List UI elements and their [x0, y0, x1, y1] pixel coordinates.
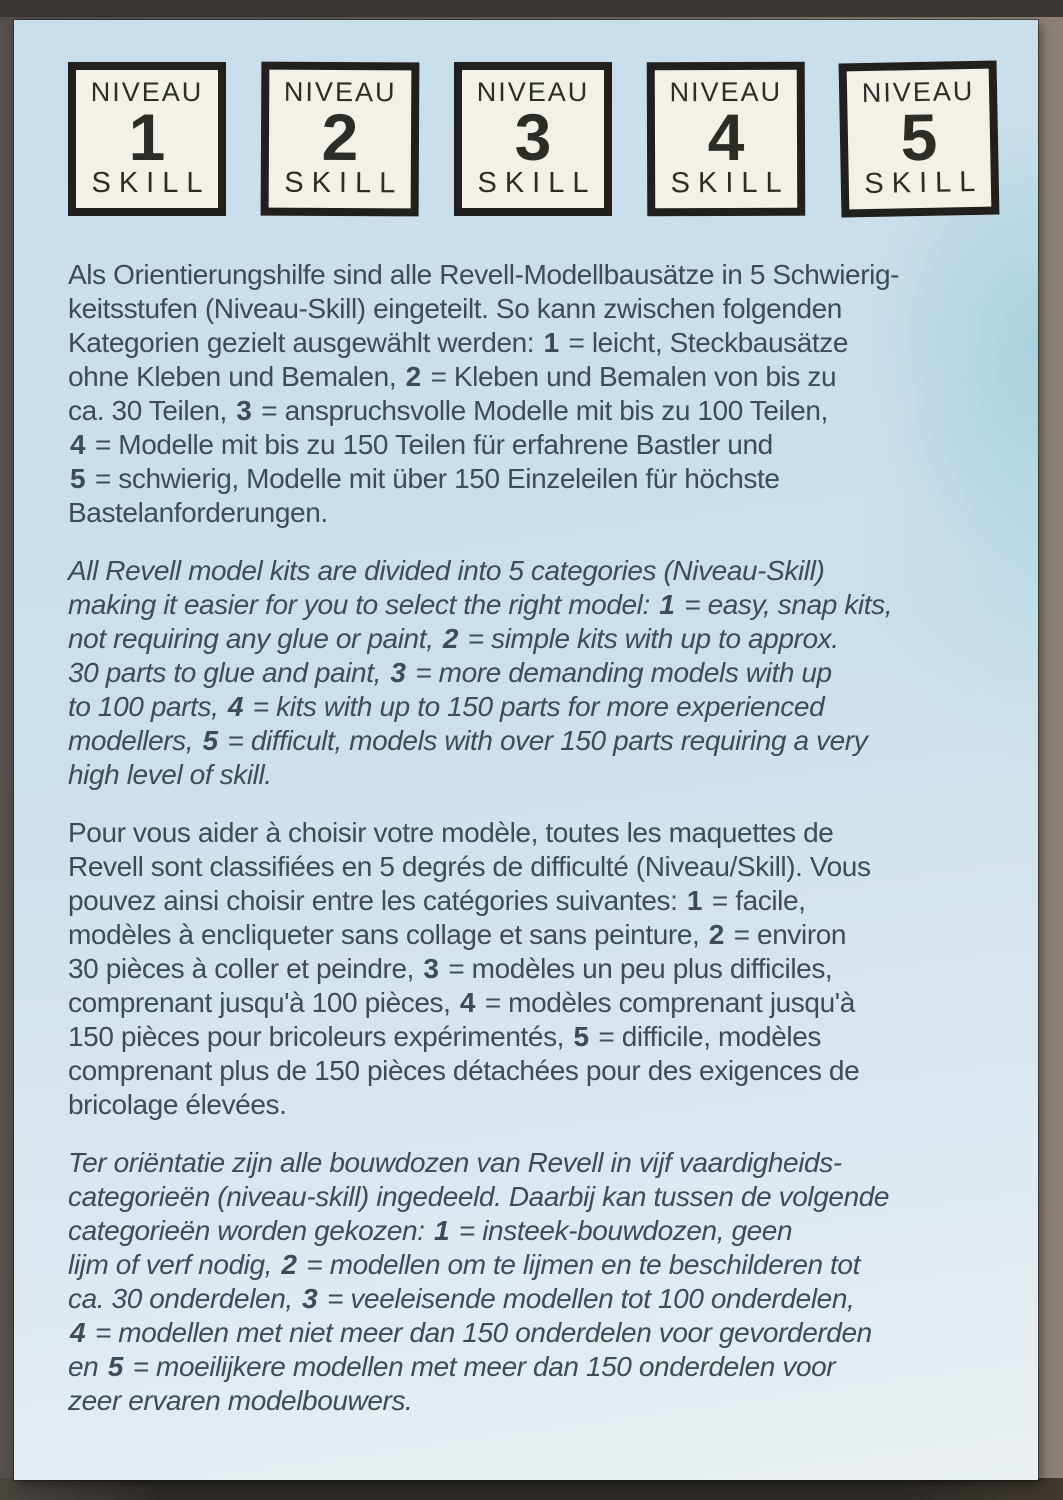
paragraph-de — [68, 258, 1038, 530]
paragraph-nl — [68, 1146, 1038, 1418]
badge-skill-label: SKILL — [284, 166, 404, 200]
text-line: 30 pièces à coller et peindre, 3 = modèles un peu plus difficiles, — [68, 953, 833, 984]
badge-niveau-label: NIVEAU — [476, 77, 590, 107]
text-line: modellers, 5 = difficult, models with over 150 parts requiring a very — [68, 725, 868, 756]
skill-level-number: 3 — [236, 395, 252, 426]
text-line: All Revell model kits are divided into 5 categories (Niveau-Skill) — [68, 555, 825, 586]
text-line: modèles à encliqueter sans collage et sans peinture, 2 = environ — [68, 919, 847, 950]
badge-skill-label: SKILL — [670, 166, 790, 200]
badge-skill-label: SKILL — [864, 165, 984, 201]
text-line: zeer ervaren modelbouwers. — [68, 1385, 413, 1416]
text-line: ca. 30 Teilen, 3 = anspruchsvolle Modelle mit bis zu 100 Teilen, — [68, 395, 828, 426]
badge-skill-label: SKILL — [91, 166, 211, 199]
skill-level-number: 2 — [708, 919, 725, 950]
badge-niveau-label: NIVEAU — [669, 76, 783, 108]
text-line: bricolage élevées. — [68, 1089, 287, 1120]
skill-badge-1 — [68, 62, 226, 216]
badge-number: 1 — [128, 99, 166, 174]
text-line: Revell sont classifiées en 5 degrés de difficulté (Niveau/Skill). Vous — [68, 851, 871, 882]
text-line: lijm of verf nodig, 2 = modellen om te lijmen en te beschilderen tot — [68, 1249, 860, 1280]
skill-badge-4 — [647, 62, 806, 217]
badge-number: 4 — [707, 99, 745, 174]
card-text — [68, 258, 1038, 1418]
badge-niveau-label: NIVEAU — [90, 77, 204, 107]
skill-level-number: 3 — [302, 1283, 318, 1314]
paragraph-en — [68, 554, 1038, 792]
skill-level-number: 5 — [70, 463, 86, 494]
skill-level-number: 1 — [433, 1215, 450, 1246]
text-line: comprenant jusqu'à 100 pièces, 4 = modèles comprenant jusqu'à — [68, 987, 855, 1018]
skill-badge-5 — [839, 60, 1000, 217]
text-line: pouvez ainsi choisir entre les catégories suivantes: 1 = facile, — [68, 885, 806, 916]
text-line: 4 = modellen met niet meer dan 150 onderdelen voor gevorderden — [70, 1317, 872, 1348]
badge-niveau-label: NIVEAU — [283, 76, 397, 108]
text-line: not requiring any glue or paint, 2 = simple kits with up to approx. — [68, 623, 839, 654]
skill-level-number: 3 — [423, 953, 439, 984]
skill-level-number: 4 — [70, 429, 86, 460]
skill-levels-card — [14, 20, 1038, 1480]
text-line: ca. 30 onderdelen, 3 = veeleisende modellen tot 100 onderdelen, — [68, 1283, 855, 1314]
skill-level-number: 1 — [659, 589, 675, 620]
skill-level-number: 2 — [405, 361, 422, 392]
text-line: 5 = schwierig, Modelle mit über 150 Einzeleilen für höchste — [70, 463, 780, 494]
skill-badge-3 — [454, 62, 612, 216]
text-line: comprenant plus de 150 pièces détachées pour des exigences de — [68, 1055, 860, 1086]
skill-level-number: 1 — [543, 327, 560, 358]
text-line: categorieën worden gekozen: 1 = insteek-bouwdozen, geen — [68, 1215, 793, 1246]
badge-niveau-label: NIVEAU — [861, 75, 975, 109]
skill-level-number: 2 — [442, 623, 459, 654]
skill-level-number: 3 — [390, 657, 406, 688]
badge-number: 3 — [514, 99, 552, 174]
skill-level-number: 4 — [227, 691, 244, 722]
skill-level-number: 5 — [202, 725, 219, 756]
text-line: Bastelanforderungen. — [68, 497, 328, 528]
skill-badges-row — [14, 20, 1038, 216]
text-line: keitsstufen (Niveau-Skill) eingeteilt. So kann zwischen folgenden — [68, 293, 842, 324]
text-line: en 5 = moeilijkere modellen met meer dan 150 onderdelen voor — [68, 1351, 836, 1382]
badge-number: 2 — [321, 99, 359, 174]
skill-level-number: 1 — [686, 885, 703, 916]
text-line: Kategorien gezielt ausgewählt werden: 1 = leicht, Steckbausätze — [68, 327, 849, 358]
text-line: Ter oriëntatie zijn alle bouwdozen van Revell in vijf vaardigheids- — [68, 1147, 842, 1178]
skill-level-number: 4 — [70, 1317, 86, 1348]
badge-number: 5 — [899, 99, 939, 175]
backdrop-bottom-strip — [0, 1478, 1063, 1500]
badge-skill-label: SKILL — [477, 166, 597, 199]
skill-level-number: 2 — [281, 1249, 297, 1280]
paragraph-fr — [68, 816, 1038, 1122]
skill-level-number: 5 — [573, 1021, 590, 1052]
text-line: 150 pièces pour bricoleurs expérimentés, 5 = difficile, modèles — [68, 1021, 821, 1052]
text-line: Als Orientierungshilfe sind alle Revell-Modellbausätze in 5 Schwierig- — [68, 259, 900, 290]
skill-level-number: 4 — [459, 987, 476, 1018]
text-line: 30 parts to glue and paint, 3 = more demanding models with up — [68, 657, 832, 688]
skill-level-number: 5 — [107, 1351, 124, 1382]
text-line: Pour vous aider à choisir votre modèle, toutes les maquettes de — [68, 817, 834, 848]
text-line: ohne Kleben und Bemalen, 2 = Kleben und Bemalen von bis zu — [68, 361, 837, 392]
text-line: to 100 parts, 4 = kits with up to 150 parts for more experienced — [68, 691, 825, 722]
skill-badge-2 — [261, 62, 420, 217]
text-line: categorieën (niveau-skill) ingedeeld. Daarbij kan tussen de volgende — [68, 1181, 890, 1212]
text-line: 4 = Modelle mit bis zu 150 Teilen für erfahrene Bastler und — [70, 429, 773, 460]
text-line: high level of skill. — [68, 759, 272, 790]
backdrop-top-strip — [0, 0, 1063, 17]
text-line: making it easier for you to select the right model: 1 = easy, snap kits, — [68, 589, 893, 620]
